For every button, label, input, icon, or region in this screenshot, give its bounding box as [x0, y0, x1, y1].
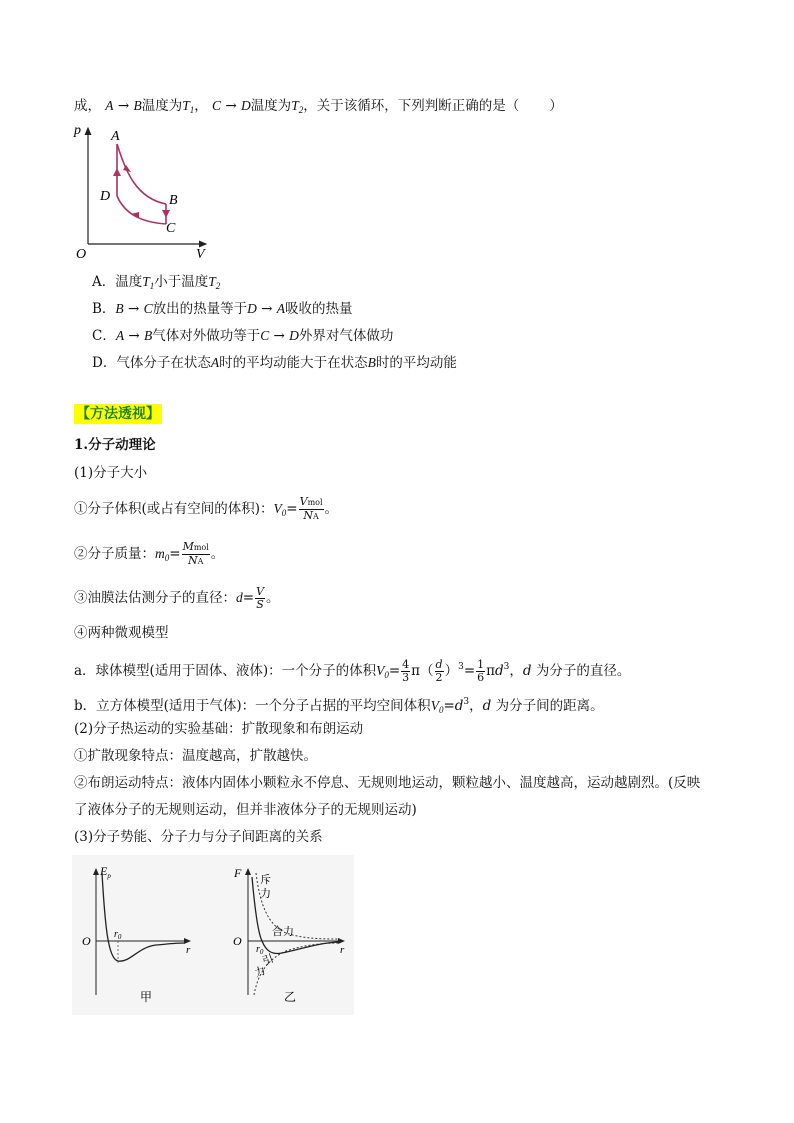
option-d-text-1: D．气体分子在状态	[92, 355, 211, 371]
model-sphere: a．球体模型(适用于固体、液体)：一个分子的体积$V_0=$ $\frac{4}{3}$ π（ $\frac{d}{2}$ ）$^3$= $\frac{1}{6}$ $\pi d^3$，d 为分子的直径。	[74, 658, 631, 684]
f-y-label: F	[234, 866, 242, 880]
net-force-label: 合力	[272, 926, 294, 938]
ep-r0-label: $r_0$	[114, 929, 122, 941]
model-a-text: a．球体模型(适用于固体、液体)：一个分子的体积	[74, 663, 377, 679]
option-d	[92, 354, 457, 372]
pv-label-a: A	[111, 129, 120, 144]
pv-label-d: D	[100, 189, 111, 204]
f-origin: O	[233, 934, 242, 948]
var-v0: $V_0$	[376, 663, 389, 680]
pv-axis-p: p	[74, 123, 81, 138]
var-a: A	[210, 355, 220, 370]
subsection-molecule-size: (1)分子大小	[74, 465, 148, 481]
arrow-icon: →	[256, 301, 277, 317]
intro-seg2: ，	[194, 98, 208, 114]
intro-seg3: 温度为	[250, 98, 292, 114]
item1-end: 。	[324, 501, 339, 517]
var-b: B	[144, 328, 153, 343]
arrow-icon: →	[113, 98, 134, 114]
option-a	[92, 273, 220, 295]
var-d: D	[289, 328, 299, 343]
option-b-label: B．	[92, 301, 116, 317]
var-d-diameter: d	[236, 590, 243, 605]
pv-axis-v: V	[196, 247, 205, 262]
option-c-end: 外界对气体做功	[298, 328, 394, 344]
var-b: B	[115, 301, 124, 316]
method-badge: 【方法透视】	[76, 406, 160, 422]
item3-eq: =	[242, 590, 255, 606]
pv-curve-ab	[117, 144, 166, 204]
var-d: D	[240, 98, 251, 113]
attraction-label-1: 引	[260, 952, 276, 968]
section-title: 1.分子动理论	[74, 437, 156, 453]
attraction-label-2: 力	[252, 964, 268, 980]
item-two-models: ④两种微观模型	[74, 625, 169, 641]
option-b	[92, 300, 353, 318]
var-t1: $T_1$	[182, 98, 195, 115]
pv-label-b: B	[169, 193, 178, 208]
pv-arrow-ab	[123, 165, 131, 172]
ep-y-label: $E_p$	[100, 864, 111, 880]
intro-prefix: 成，	[74, 98, 101, 114]
item-oil-film	[74, 586, 280, 611]
var-t2: $T_2$	[291, 98, 304, 115]
repulsion-label-2: 力	[260, 888, 271, 900]
item1-eq: =	[286, 501, 298, 517]
option-d-text-2: 时的平均动能大于在状态	[219, 355, 368, 371]
option-a-label: A．温度	[92, 274, 143, 290]
pv-curve-dc	[117, 196, 166, 224]
repulsion-label-1: 斥	[260, 874, 271, 886]
intro-seg1: 温度为	[141, 98, 183, 114]
var-b: B	[367, 355, 376, 370]
arrow-icon: →	[221, 98, 241, 114]
fraction-v-s: $\frac{V}{S}$	[256, 585, 265, 611]
arrow-icon: →	[123, 301, 144, 317]
ep-x-label: r	[186, 944, 191, 956]
var-c: C	[212, 98, 222, 113]
model-cube: b．立方体模型(适用于气体)：一个分子占据的平均空间体积$V_0=d^3$，d 为分子间的距离。	[74, 697, 604, 715]
item1-num-sub: mol	[307, 498, 323, 507]
var-m0: $m_0$	[155, 546, 170, 563]
question-intro	[74, 97, 563, 119]
arrow-icon: →	[269, 328, 290, 344]
option-a-mid: 小于温度	[154, 274, 209, 290]
fraction-vmol-na: $\frac{\text{Vmol}}{NA}$	[299, 495, 323, 522]
item2-label: ②分子质量：	[74, 546, 155, 562]
item-brownian-2: 了液体分子的无规则运动，但并非液体分子的无规则运动)	[74, 802, 417, 818]
pv-arrow-bc	[162, 210, 170, 218]
item1-den-sub: A	[312, 512, 319, 521]
item-brownian-1: ②布朗运动特点：液体内固体小颗粒永不停息、无规则地运动，颗粒越小、温度越高，运动越剧烈。(反映	[74, 775, 701, 791]
f-x-label: r	[340, 944, 345, 956]
pv-diagram	[70, 120, 220, 260]
arrow-icon: →	[124, 328, 144, 344]
pv-origin: O	[76, 247, 87, 262]
item2-den-sub: A	[197, 557, 204, 566]
item-diffusion: ①扩散现象特点：温度越高，扩散越快。	[74, 748, 317, 764]
f-r0-label: $r_0$	[256, 944, 264, 956]
ep-caption: 甲	[140, 990, 153, 1004]
fraction-1-6: $\frac{1}{6}$	[477, 658, 485, 684]
item2-num-sub: mol	[193, 543, 209, 552]
option-b-end: 吸收的热量	[285, 301, 353, 317]
model-a-comma: ，	[509, 663, 523, 679]
var-c: C	[143, 301, 153, 316]
item1-label: ①分子体积(或占有空间的体积)：	[74, 501, 274, 517]
intro-end: ）	[549, 98, 563, 114]
item3-label: ③油膜法估测分子的直径：	[74, 590, 236, 606]
model-b-text: b．立方体模型(适用于气体)：一个分子占据的平均空间体积	[74, 698, 431, 714]
pv-label-c: C	[166, 221, 176, 236]
pv-arrow-da	[113, 168, 121, 176]
var-a: A	[115, 328, 125, 343]
subsection-potential-force: (3)分子势能、分子力与分子间距离的关系	[74, 829, 323, 845]
model-b-end: 为分子间的距离。	[495, 698, 604, 714]
model-b-comma: ，	[469, 698, 483, 714]
fraction-4-3: $\frac{4}{3}$	[402, 658, 410, 684]
var-v0: $V_0$	[273, 501, 287, 518]
var-a: A	[276, 301, 285, 316]
item-molecule-volume	[74, 496, 338, 523]
option-c-mid: 气体对外做功等于	[152, 328, 261, 344]
item2-eq: =	[169, 546, 181, 562]
var-v0: $V_0$	[430, 698, 444, 715]
fraction-d-2: $\frac{d}{2}$	[435, 658, 443, 684]
model-a-end: 为分子的直径。	[535, 663, 631, 679]
ep-origin: O	[82, 934, 91, 948]
intro-seg4: ，关于该循环，下列判断正确的是（	[303, 98, 520, 114]
option-c-label: C．	[92, 328, 116, 344]
var-t1: $T_1$	[142, 274, 155, 291]
var-d: D	[247, 301, 257, 316]
var-c: C	[260, 328, 270, 343]
option-b-mid: 放出的热量等于	[152, 301, 248, 317]
item2-end: 。	[210, 546, 225, 562]
subsection-thermal-motion: (2)分子热运动的实验基础：扩散现象和布朗运动	[74, 721, 364, 737]
f-caption: 乙	[284, 990, 297, 1004]
var-t2: $T_2$	[208, 274, 221, 291]
var-a: A	[105, 98, 114, 113]
fraction-mmol-na: $\frac{\text{Mmol}}{NA}$	[182, 540, 209, 567]
item3-end: 。	[266, 590, 280, 606]
molecular-graphs	[72, 855, 354, 1015]
item-molecule-mass	[74, 541, 224, 568]
option-d-text-3: 时的平均动能	[375, 355, 457, 371]
option-c	[92, 327, 393, 345]
var-b: B	[133, 98, 142, 113]
